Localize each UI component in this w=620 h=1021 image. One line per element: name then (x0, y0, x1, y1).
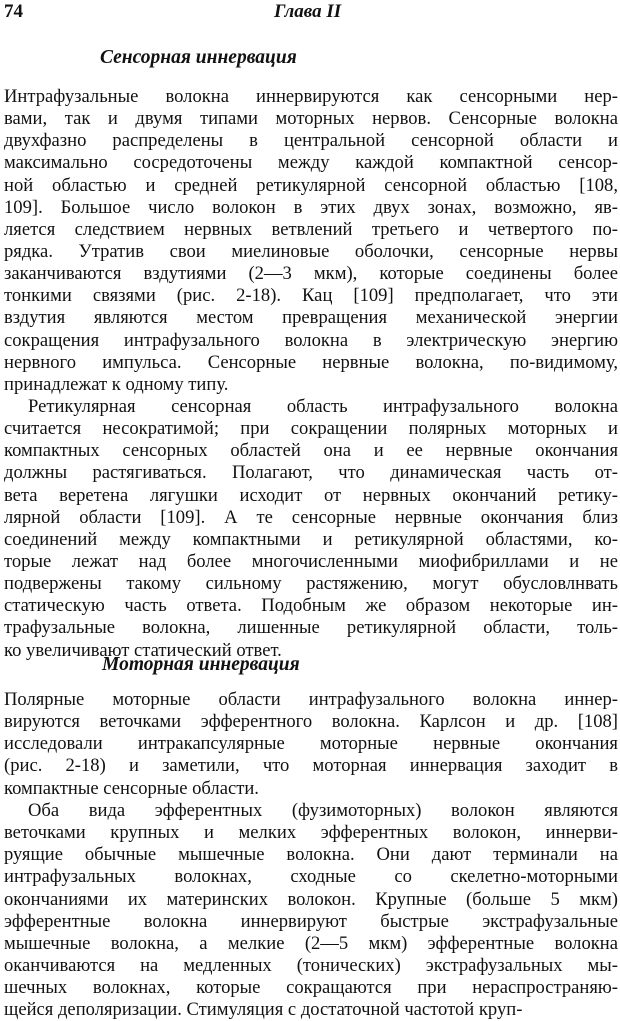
text-line: считается несократимой; при сокращении полярных моторных и (4, 418, 618, 440)
text-line: трафузальные волокна, лишенные ретикулярной области, толь- (4, 617, 618, 639)
text-line: исследовали интракапсулярные моторные нервные окончания (4, 733, 618, 755)
text-line: подвержены такому сильному растяжению, могут обусловлнвать (4, 573, 618, 595)
text-line: сокращения интрафузального волокна в электрическую энергию (4, 329, 618, 351)
text-line: Интрафузальные волокна иннервируются как сенсорными нер- (4, 86, 618, 107)
text-line: лярной области [109]. А те сенсорные нервные окончания близ (4, 506, 618, 528)
paragraph-sensory-1 (4, 86, 618, 396)
text-line: вируются веточками эфферентного волокна. Карлсон и др. [108] (4, 711, 618, 733)
text-line: мышечные волокна, а мелкие (2—5 мкм) эфферентные волокна (4, 932, 618, 954)
text-line: должны растягиваться. Полагают, что динамическая часть от- (4, 462, 618, 484)
text-line: 109]. Большое число волокон в этих двух зонах, возможно, яв- (4, 196, 618, 218)
text-line: компактных сенсорных областей она и ее нервные окончания (4, 440, 618, 462)
text-line: окончаниями их материнских волокон. Крупные (больше 5 мкм) (4, 888, 618, 910)
text-line: Ретикулярная сенсорная область интрафузального волокна (28, 396, 618, 417)
text-line: вздутия являются местом превращения механической энергии (4, 307, 618, 329)
text-line: ной областью и средней ретикулярной сенсорной областью [108, (4, 174, 618, 196)
text-line: статическую часть ответа. Подобным же образом некоторые ин- (4, 595, 618, 617)
text-line: рядка. Утратив свои миелиновые оболочки, сенсорные нервы (4, 240, 618, 262)
text-line: щейся деполяризации. Стимуляция с достаточной частотой круп- (4, 999, 523, 1021)
page-header (0, 0, 620, 26)
text-line: вами, так и двумя типами моторных нервов. Сенсорные волокна (4, 108, 618, 130)
text-line: принадлежат к одному типу. (4, 373, 229, 395)
text-line: нервного импульса. Сенсорные нервные волокна, по-видимому, (4, 351, 618, 373)
paragraph-motor-2 (4, 800, 618, 1021)
text-line: вета веретена лягушки исходит от нервных окончаний ретику- (4, 484, 618, 506)
section-heading-motor: Моторная иннервация (102, 654, 300, 675)
text-line: (рис. 2-18) и заметили, что моторная иннервация заходит в (4, 755, 618, 777)
text-line: тонкими связями (рис. 2-18). Кац [109] предполагает, что эти (4, 285, 618, 307)
text-line: руящие обычные мышечные волокна. Они дают терминали на (4, 844, 618, 866)
paragraph-sensory-2 (4, 396, 618, 662)
text-line: веточками крупных и мелких эфферентных волокон, иннерви- (4, 822, 618, 844)
text-line: Полярные моторные области интрафузального волокна иннер- (4, 689, 618, 710)
text-line: соединений между компактными и ретикулярной областями, ко- (4, 528, 618, 550)
running-head: Глава II (274, 1, 342, 22)
text-line: ляется следствием нервных ветвлений третьего и четвертого по- (4, 218, 618, 240)
section-heading-sensory: Сенсорная иннервация (100, 47, 297, 68)
text-line: шечных волокнах, которые сокращаются при нераспространяю- (4, 977, 618, 999)
text-line: компактные сенсорные области. (4, 777, 259, 799)
text-line: Оба вида эфферентных (фузимоторных) волокон являются (28, 800, 618, 821)
page-number: 74 (4, 1, 23, 22)
text-line: эфферентные волокна иннервируют быстрые экстрафузальные (4, 910, 618, 932)
text-line: интрафузальных волокнах, сходные со скелетно-моторными (4, 866, 618, 888)
text-line: заканчиваются вздутиями (2—3 мкм), которые соединены более (4, 263, 618, 285)
paragraph-motor-1 (4, 689, 618, 800)
text-line: оканчиваются на медленных (тонических) экстрафузальных мы- (4, 954, 618, 976)
text-line: торые лежат над более многочисленными миофибриллами и не (4, 550, 618, 572)
text-line: двухфазно распределены в центральной сенсорной области и (4, 130, 618, 152)
text-line: максимально сосредоточены между каждой компактной сенсор- (4, 152, 618, 174)
text-line: ко увеличивают статический ответ. (4, 639, 282, 661)
